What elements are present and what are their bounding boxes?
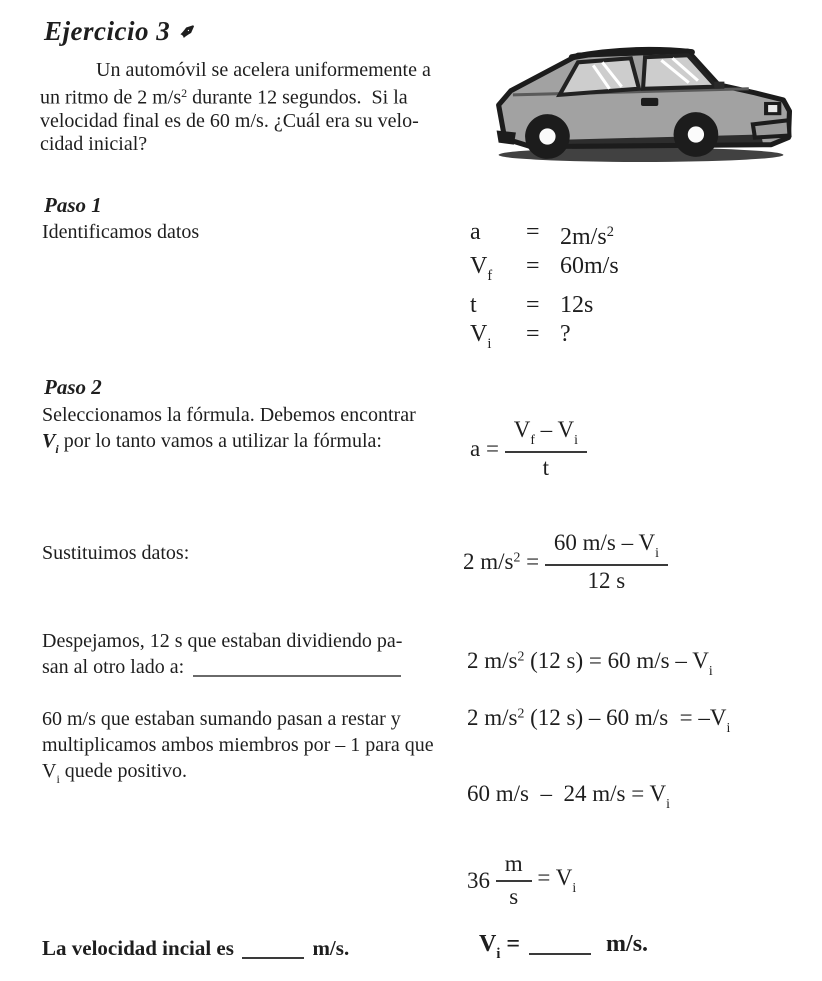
car-sketch (488, 44, 794, 164)
fraction (545, 530, 668, 594)
restar-line: $V_i$ quede positivo. (42, 760, 188, 786)
intro-line: cidad inicial? (40, 132, 148, 155)
data-symbol: a (470, 219, 481, 245)
formula-lhs: a = (470, 435, 505, 461)
equation-lhs: 2 $m/s^2$ = (463, 548, 545, 574)
sustituimos-label: Sustituimos datos: (42, 542, 190, 564)
equals-sign: = (526, 292, 540, 319)
despejamos-line: Despejamos, 12 s que estaban dividiendo pa- (42, 630, 403, 652)
equation-multiplied: 2 $m/s^2$ (12 s) = 60 $m/s - V_i$ (467, 648, 713, 678)
data-value: $2m/s^2$ (560, 223, 614, 250)
fraction-numerator: 60 $m/s - V_i$ (545, 530, 668, 566)
equals-sign: = (526, 252, 540, 279)
paso1-caption: Identificamos datos (42, 221, 200, 243)
restar-line: multiplicamos ambos miembros por – 1 para que (42, 734, 434, 756)
formula-acceleration (470, 417, 587, 481)
fraction-denominator: t (542, 454, 550, 480)
data-value: ? (560, 321, 571, 348)
equals-sign: = (526, 219, 540, 245)
fraction (505, 417, 587, 481)
data-value: 12s (560, 292, 594, 319)
fraction-numerator: m (496, 851, 532, 882)
intro-line: un ritmo de 2 $m/s^2$ durante 12 segundos. Si la (40, 86, 408, 109)
intro-paragraph (40, 59, 431, 156)
equation-result (467, 851, 576, 910)
pen-nib-icon: ✒ (174, 16, 204, 47)
fraction-denominator: 12 s (587, 567, 626, 593)
data-symbol: $V_f$ (470, 252, 493, 285)
paso2-line: Seleccionamos la fórmula. Debemos encontrar (42, 404, 416, 426)
result-rhs: = $V_i$ (531, 865, 577, 895)
fraction (496, 851, 532, 910)
result-value: 36 (467, 867, 496, 893)
equation-subtracted: 2 $m/s^2$ (12 s) – 60 $m/s = -V_i$ (467, 705, 731, 735)
data-symbol: $V_i$ (470, 321, 492, 353)
conclusion-equation: $V_i$ = m/s. (479, 931, 649, 963)
restar-paragraph (42, 706, 434, 792)
data-table (470, 218, 619, 359)
equation-difference: 60 m/s – 24 $m/s = V_i$ (467, 781, 670, 811)
despejamos-line: san al otro lado a: (42, 654, 402, 680)
restar-line: 60 m/s que estaban sumando pasan a restar y (42, 708, 401, 730)
page-title-text: Ejercicio 3 (44, 16, 171, 46)
car-illustration (488, 44, 794, 168)
conclusion-sentence: La velocidad incial es m/s. (42, 936, 350, 960)
equation-substituted (463, 530, 668, 594)
page-title (44, 16, 204, 47)
data-symbol: t (470, 292, 477, 319)
paso1-heading: Paso 1 (44, 193, 102, 217)
equals-sign: = (526, 321, 540, 348)
paso2-paragraph (42, 402, 416, 462)
data-value: 60m/s (560, 252, 619, 279)
intro-line: Un automóvil se acelera uniformemente a (96, 59, 431, 81)
despejamos-paragraph (42, 628, 402, 680)
paso2-line: $V_i$ por lo tanto vamos a utilizar la fórmula: (42, 430, 382, 456)
paso2-heading: Paso 2 (44, 375, 102, 399)
intro-line: velocidad final es de 60 m/s. ¿Cuál era su velo- (40, 109, 419, 132)
fraction-denominator: s (509, 884, 519, 909)
fraction-numerator: $V_f - V_i$ (505, 417, 587, 453)
